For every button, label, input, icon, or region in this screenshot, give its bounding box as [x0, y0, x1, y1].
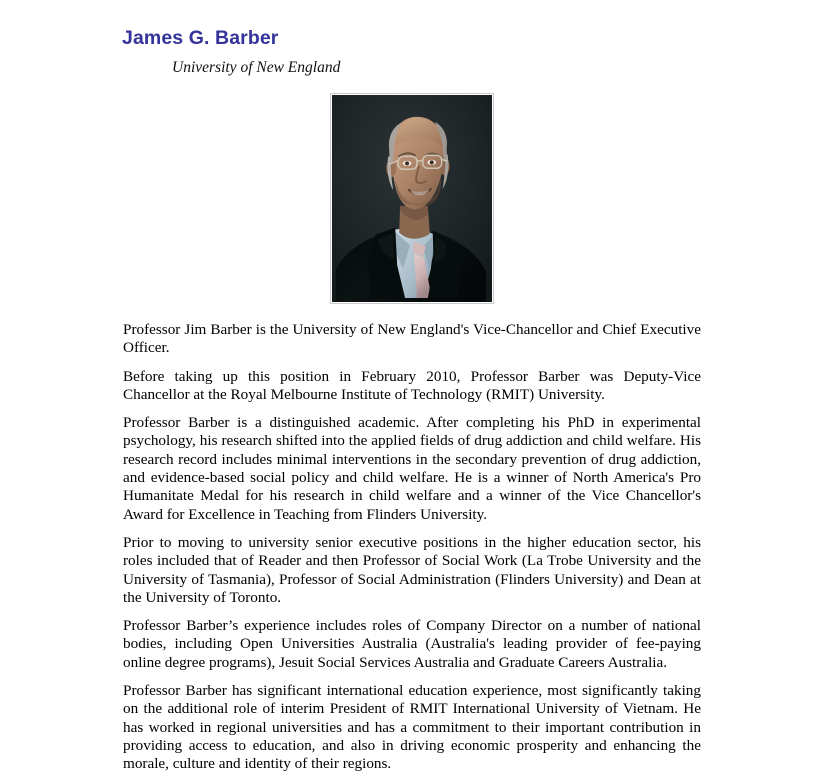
- paragraph: Professor Barber’s experience includes roles of Company Director on a number of national bodies, including Open Universities Australia (Australia's leading provider of fee-paying online degree programs), Jesuit Social Services Australia and Graduate Careers Australia.: [123, 617, 701, 671]
- author-affiliation: University of New England: [172, 59, 341, 76]
- page-title: James G. Barber: [122, 27, 279, 49]
- biography-text: [123, 321, 701, 774]
- portrait-photo: [332, 95, 492, 302]
- paragraph: Before taking up this position in February 2010, Professor Barber was Deputy-Vice Chancellor at the Royal Melbourne Institute of Technology (RMIT) University.: [123, 367, 701, 403]
- portrait-photo-frame: [330, 93, 494, 304]
- paragraph: Professor Jim Barber is the University of New England's Vice-Chancellor and Chief Executive Officer.: [123, 321, 701, 357]
- portrait-illustration: [332, 95, 492, 302]
- paragraph: Professor Barber is a distinguished academic. After completing his PhD in experimental psychology, his research shifted into the applied fields of drug addiction and child welfare. His research record includes minimal interventions in the secondary prevention of drug addiction, and evidence-based social policy and child welfare. He is a winner of North America's Pro Humanitate Medal for his research in child welfare and a winner of the Vice Chancellor's Award for Excellence in Teaching from Flinders University.: [123, 414, 701, 523]
- paragraph: Prior to moving to university senior executive positions in the higher education sector, his roles included that of Reader and then Professor of Social Work (La Trobe University and the University of Tasmania), Professor of Social Administration (Flinders University) and Dean at the University of Toronto.: [123, 533, 701, 606]
- paragraph: Professor Barber has significant international education experience, most significantly taking on the additional role of interim President of RMIT International University of Vietnam. He has worked in regional universities and has a commitment to their important contribution in providing access to education, and also in driving economic prosperity and enhancing the morale, culture and identity of their regions.: [123, 682, 701, 773]
